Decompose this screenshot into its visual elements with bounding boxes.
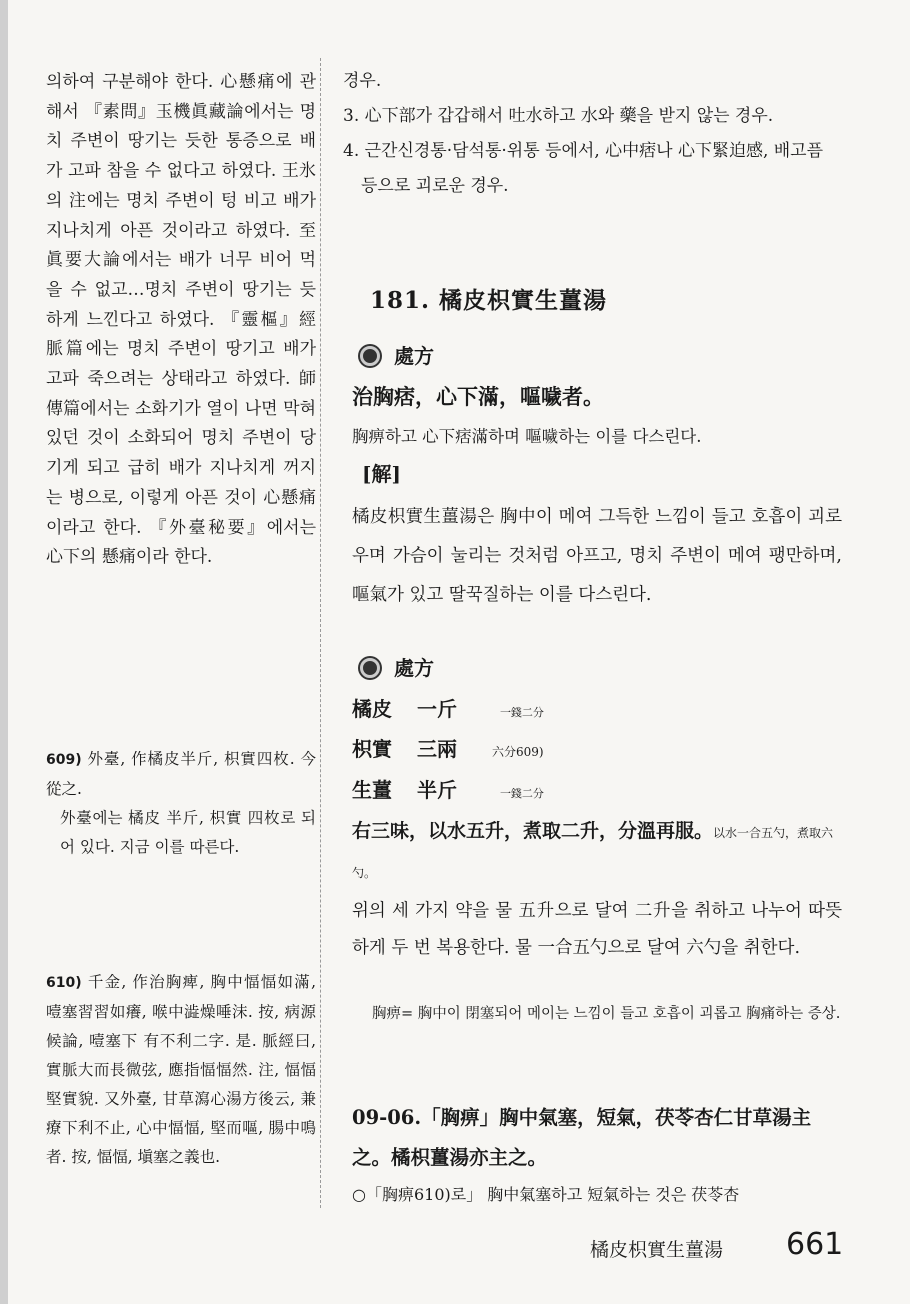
footnote-translation: 外臺에는 橘皮 半斤, 枳實 四枚로 되어 있다. 지금 이를 따른다. [60, 809, 316, 856]
recipe-row [352, 774, 544, 803]
herb-name: 生薑 [352, 778, 392, 802]
bullet-icon [360, 658, 380, 678]
herb-dose: 半斤 [416, 778, 457, 802]
recipe-row [352, 693, 544, 722]
list-item: 경우. [343, 71, 382, 91]
subheading-prescription [360, 340, 434, 369]
footnote-text: 千金, 作治胸痺, 胸中愊愊如滿, 噎塞習習如癢, 喉中澁燥唾沫. 按, 病源候論, 噎塞下 有不利二字. 是. 脈經曰, 實脈大而長微弦, 應指愊愊然. 注, 愊愊堅實貌. 又外臺, 甘草瀉心湯方後云, 兼療下利不止, 心中愊愊, 堅而嘔, 腸中鳴者. 按, 愊愊, 塡塞之義也. [46, 973, 316, 1166]
bullet-icon [360, 346, 380, 366]
right-top-list [343, 64, 841, 204]
herb-dose: 三兩 [416, 737, 457, 761]
preparation-small: 以水一合五勺，煮取六勺。 [352, 826, 834, 880]
running-footer-title: 橘皮枳實生薑湯 [590, 1239, 724, 1261]
subheading-label: 處方 [394, 344, 434, 368]
footnote-610 [46, 968, 316, 1172]
column-divider [320, 58, 321, 1208]
herb-note: 六分609) [491, 745, 544, 759]
classical-text-2: 09-06.「胸痹」胸中氣塞，短氣，茯苓杏仁甘草湯主之。橘枳薑湯亦主之。 [352, 1106, 812, 1169]
preparation-translation: 위의 세 가지 약을 물 五升으로 달여 二升을 취하고 나누어 따뜻하게 두 번 복용한다. 물 一合五勺으로 달여 六勺을 취한다. [352, 901, 842, 958]
preparation-main: 右三味，以水五升，煮取二升，分溫再服。 [352, 820, 714, 842]
herb-note: 一錢二分 [499, 706, 544, 719]
term-note: 胸痹= 胸中이 閉塞되어 메이는 느낌이 들고 호흡이 괴롭고 胸痛하는 증상. [372, 1006, 841, 1022]
preparation-text [352, 812, 842, 892]
classical-text: 治胸痞，心下滿，嘔噦者。 [352, 384, 604, 409]
page-edge [0, 0, 8, 1304]
subheading-prescription-2 [360, 652, 434, 681]
list-item: 3. 心下部가 갑갑해서 吐水하고 水와 藥을 받지 않는 경우. [343, 106, 774, 126]
section-heading: 181. 橘皮枳實生薑湯 [370, 287, 608, 314]
explanation-label: [解] [362, 462, 401, 486]
footnote-number: 609) [46, 752, 82, 768]
subheading-label: 處方 [394, 656, 434, 680]
list-item: 4. 근간신경통·담석통·위통 등에서, 心中痞나 心下緊迫感, 배고픔 등으로 괴로운 경우. [343, 141, 824, 196]
herb-name: 枳實 [352, 737, 392, 761]
explanation-text: 橘皮枳實生薑湯은 胸中이 메여 그득한 느낌이 들고 호흡이 괴로우며 가슴이 눌리는 것처럼 아프고, 명치 주변이 메여 팽만하며, 嘔氣가 있고 딸꾹질하는 이를 다스린다. [352, 507, 842, 605]
page-number: 661 [786, 1227, 844, 1262]
classical-translation: 胸痹하고 心下痞滿하며 嘔噦하는 이를 다스린다. [352, 427, 702, 446]
footnote-text: 外臺, 作橘皮半斤, 枳實四枚. 今從之. [46, 750, 316, 798]
herb-note: 一錢二分 [499, 787, 544, 800]
footnote-609 [46, 745, 316, 862]
herb-dose: 一斤 [416, 697, 457, 721]
recipe-row [352, 733, 544, 762]
classical-translation-2: ○「胸痹610)로」 胸中氣塞하고 短氣하는 것은 茯苓杏 [352, 1185, 740, 1204]
footnote-number: 610) [46, 975, 82, 991]
left-column-text: 의하여 구분해야 한다. 心懸痛에 관해서 『素問』玉機眞藏論에서는 명치 주변이 땅기는 듯한 통증으로 배가 고파 참을 수 없다고 하였다. 王氷의 注에는 명치 주변이 텅 비고 배가 지나치게 아픈 것이라고 하였다. 至眞要大論에서는 배가 너무 비어 먹을 수 없고…명치 주변이 땅기는 듯하게 느낀다고 하였다. 『靈樞』經脈篇에는 명치 주변이 땅기고 배가 고파 죽으려는 상태라고 하였다. 師傳篇에서는 소화기가 열이 나면 막혀 있던 것이 소화되어 명치 주변이 당기게 되고 급히 배가 지나치게 꺼지는 병으로, 이렇게 아픈 것이 心懸痛이라고 한다. 『外臺秘要』에서는 心下의 懸痛이라 한다. [46, 72, 316, 568]
herb-name: 橘皮 [352, 697, 392, 721]
